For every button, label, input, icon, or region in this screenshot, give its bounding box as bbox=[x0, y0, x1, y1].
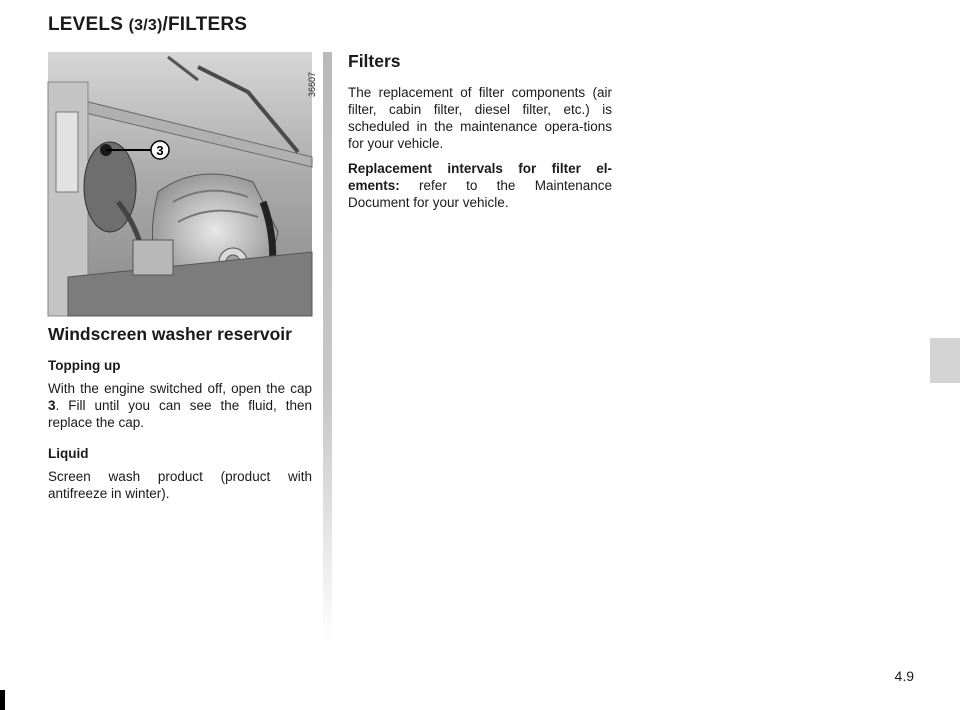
liquid-heading: Liquid bbox=[48, 446, 89, 461]
engine-bay-illustration bbox=[48, 52, 317, 316]
washer-section bbox=[48, 323, 312, 516]
filters-section bbox=[348, 50, 612, 225]
chapter-tab bbox=[930, 338, 960, 383]
intervals-text: refer to the Maintenance Document for your vehicle. bbox=[348, 178, 612, 210]
callout-label: 3 bbox=[156, 143, 164, 158]
intervals-label: Replacement intervals for filter el-ements: bbox=[348, 161, 612, 193]
engine-bay-drawing bbox=[48, 52, 312, 316]
page-title-main: LEVELS bbox=[48, 14, 124, 35]
figure-reference-number: 36607 bbox=[307, 72, 317, 98]
column-divider bbox=[323, 52, 332, 642]
page-title-part: (3/3) bbox=[128, 17, 163, 34]
topping-up-paragraph bbox=[48, 380, 312, 431]
cap-reference: 3 bbox=[48, 398, 56, 413]
topping-up-heading: Topping up bbox=[48, 358, 121, 373]
topping-up-text-1: With the engine switched off, open the cap bbox=[48, 381, 312, 396]
page-title-tail: /FILTERS bbox=[162, 14, 248, 35]
filters-heading: Filters bbox=[348, 51, 401, 71]
washer-heading: Windscreen washer reservoir bbox=[48, 324, 292, 344]
intervals-paragraph bbox=[348, 160, 612, 211]
corner-mark bbox=[0, 690, 5, 710]
page-title bbox=[48, 14, 247, 36]
liquid-paragraph: Screen wash product (product with antifreeze in winter). bbox=[48, 469, 312, 501]
topping-up-text-2: . Fill until you can see the fluid, then replace the cap. bbox=[48, 398, 312, 430]
filters-paragraph: The replacement of filter components (air filter, cabin filter, diesel filter, etc.) is scheduled in the maintenance opera-tions for your vehicle. bbox=[348, 85, 612, 151]
page-number: 4.9 bbox=[894, 668, 914, 684]
